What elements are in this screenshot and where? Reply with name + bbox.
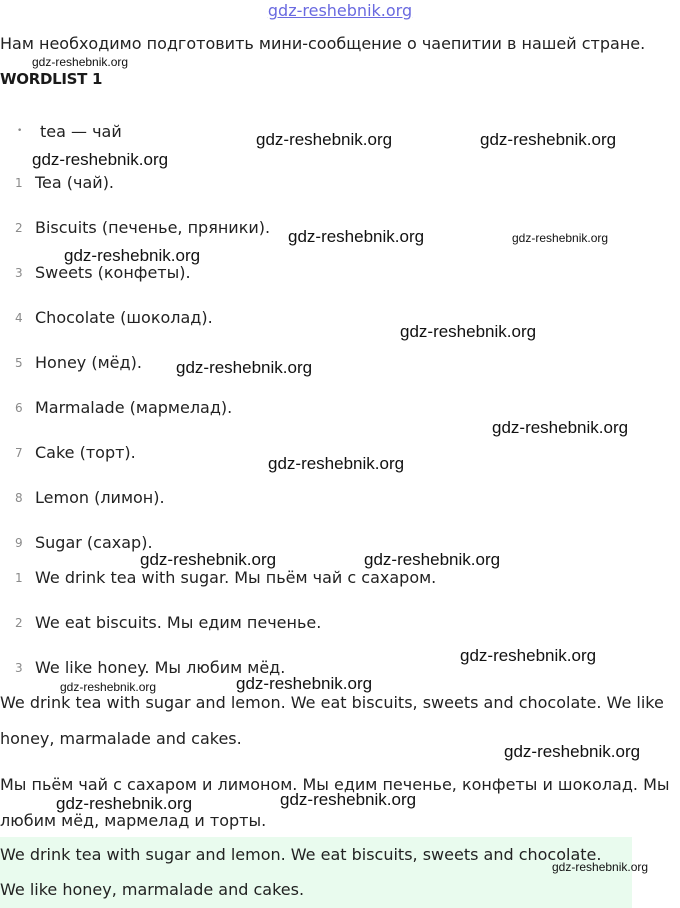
watermark: gdz-reshebnik.org — [268, 454, 405, 473]
wordlist-number: 9 — [15, 536, 23, 550]
wordlist-number: 7 — [15, 446, 23, 460]
watermark: gdz-reshebnik.org — [492, 418, 629, 437]
wordlist-number: 8 — [15, 491, 23, 505]
intro-text: Нам необходимо подготовить мини-сообщение о чаепитии в нашей стране. — [0, 34, 646, 53]
sentence-item: We drink tea with sugar. Мы пьём чай с сахаром. — [35, 568, 437, 587]
bullet-marker: • — [17, 126, 23, 136]
watermark: gdz-reshebnik.org — [460, 646, 597, 665]
watermark: gdz-reshebnik.org — [552, 860, 649, 874]
watermark: gdz-reshebnik.org — [504, 742, 641, 761]
bullet-text: tea — чай — [40, 122, 122, 141]
paragraph-en-line: honey, marmalade and cakes. — [0, 729, 242, 748]
wordlist-number: 4 — [15, 311, 23, 325]
watermark: gdz-reshebnik.org — [288, 227, 425, 246]
wordlist-heading: WORDLIST 1 — [0, 70, 103, 88]
watermark: gdz-reshebnik.org — [140, 550, 277, 569]
watermark: gdz-reshebnik.org — [480, 130, 617, 149]
watermark: gdz-reshebnik.org — [400, 322, 537, 341]
highlight-line: We drink tea with sugar and lemon. We eat biscuits, sweets and chocolate. — [0, 845, 602, 864]
wordlist-item: Lemon (лимон). — [35, 488, 165, 507]
sentence-number: 1 — [15, 571, 23, 585]
sentence-item: We like honey. Мы любим мёд. — [35, 658, 286, 677]
watermark: gdz-reshebnik.org — [512, 231, 609, 245]
wordlist-item: Sweets (конфеты). — [35, 263, 191, 282]
watermark: gdz-reshebnik.org — [364, 550, 501, 569]
wordlist-item: Marmalade (мармелад). — [35, 398, 233, 417]
wordlist-item: Chocolate (шоколад). — [35, 308, 213, 327]
paragraph-en-line: We drink tea with sugar and lemon. We eat biscuits, sweets and chocolate. We like — [0, 693, 664, 712]
sentence-number: 3 — [15, 661, 23, 675]
wordlist-item: Sugar (сахар). — [35, 533, 153, 552]
site-link[interactable]: gdz-reshebnik.org — [267, 1, 413, 20]
watermark: gdz-reshebnik.org — [32, 150, 169, 169]
sentence-number: 2 — [15, 616, 23, 630]
paragraph-ru-line: Мы пьём чай с сахаром и лимоном. Мы едим печенье, конфеты и шоколад. Мы — [0, 775, 670, 794]
watermark: gdz-reshebnik.org — [32, 55, 129, 69]
paragraph-ru-line: любим мёд, мармелад и торты. — [0, 811, 267, 830]
watermark: gdz-reshebnik.org — [64, 246, 201, 265]
wordlist-number: 5 — [15, 356, 23, 370]
watermark: gdz-reshebnik.org — [56, 794, 193, 813]
watermark: gdz-reshebnik.org — [60, 680, 157, 694]
wordlist-item: Tea (чай). — [35, 173, 115, 192]
sentence-item: We eat biscuits. Мы едим печенье. — [35, 613, 322, 632]
wordlist-item: Cake (торт). — [35, 443, 136, 462]
wordlist-item: Honey (мёд). — [35, 353, 142, 372]
wordlist-item: Biscuits (печенье, пряники). — [35, 218, 271, 237]
wordlist-number: 1 — [15, 176, 23, 190]
watermark: gdz-reshebnik.org — [176, 358, 313, 377]
wordlist-number: 6 — [15, 401, 23, 415]
watermark: gdz-reshebnik.org — [256, 130, 393, 149]
highlight-line: We like honey, marmalade and cakes. — [0, 880, 305, 899]
wordlist-number: 3 — [15, 266, 23, 280]
watermark: gdz-reshebnik.org — [236, 674, 373, 693]
watermark: gdz-reshebnik.org — [280, 790, 417, 809]
wordlist-number: 2 — [15, 221, 23, 235]
